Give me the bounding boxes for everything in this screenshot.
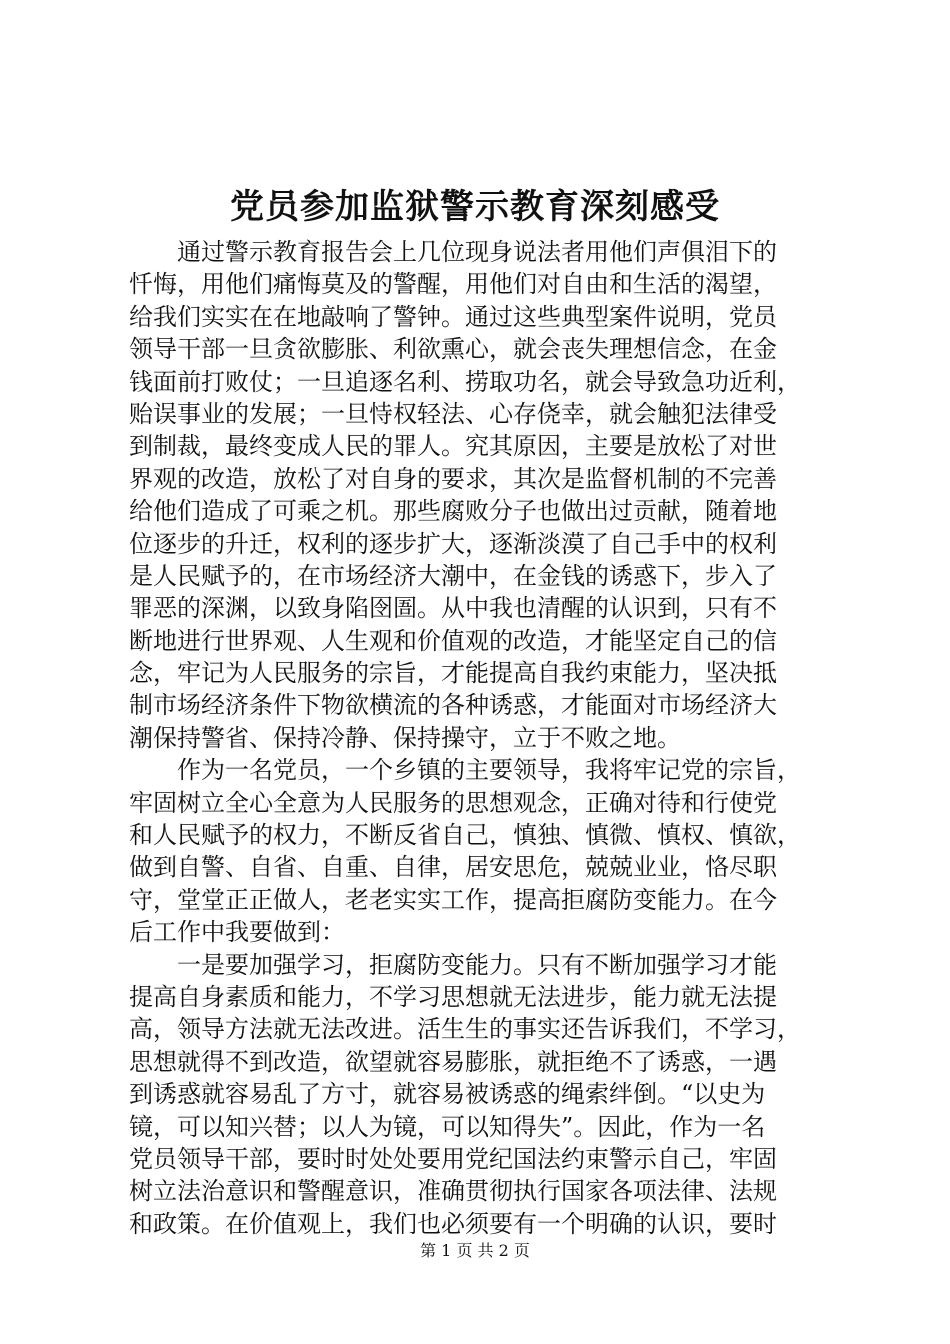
body-line: 罪恶的深渊，以致身陷囹圄。从中我也清醒的认识到，只有不 xyxy=(129,594,777,623)
body-line: 忏悔，用他们痛悔莫及的警醒，用他们对自由和生活的渴望， xyxy=(129,270,777,299)
body-line: 高，领导方法就无法改进。活生生的事实还告诉我们，不学习， xyxy=(129,1015,801,1044)
body-line: 一是要加强学习，拒腐防变能力。只有不断加强学习才能 xyxy=(129,950,777,979)
body-line: 后工作中我要做到： xyxy=(129,918,345,947)
body-line: 念，牢记为人民服务的宗旨，才能提高自我约束能力，坚决抵 xyxy=(129,659,777,688)
body-line: 党员领导干部，要时时处处要用党纪国法约束警示自己，牢固 xyxy=(129,1144,777,1173)
body-line: 到制裁，最终变成人民的罪人。究其原因，主要是放松了对世 xyxy=(129,432,777,461)
body-line: 到诱惑就容易乱了方寸，就容易被诱惑的绳索绊倒。“以史为 xyxy=(129,1080,766,1109)
body-line: 给他们造成了可乘之机。那些腐败分子也做出过贡献，随着地 xyxy=(129,497,777,526)
body-line: 镜，可以知兴替；以人为镜，可以知得失”。因此，作为一名 xyxy=(129,1112,766,1141)
body-line: 位逐步的升迁，权利的逐步扩大，逐渐淡漠了自己手中的权利 xyxy=(129,529,777,558)
body-line: 界观的改造，放松了对自身的要求，其次是监督机制的不完善 xyxy=(129,464,777,493)
body-line: 牢固树立全心全意为人民服务的思想观念，正确对待和行使党 xyxy=(129,788,777,817)
body-line: 是人民赋予的，在市场经济大潮中，在金钱的诱惑下，步入了 xyxy=(129,561,777,590)
body-line: 通过警示教育报告会上几位现身说法者用他们声俱泪下的 xyxy=(129,238,777,266)
body-line: 贻误事业的发展；一旦恃权轻法、心存侥幸，就会触犯法律受 xyxy=(129,399,777,428)
body-line: 提高自身素质和能力，不学习思想就无法进步，能力就无法提 xyxy=(129,982,777,1011)
document-body xyxy=(129,236,829,1240)
body-line: 思想就得不到改造，欲望就容易膨胀，就拒绝不了诱惑，一遇 xyxy=(129,1047,777,1076)
body-line: 给我们实实在在地敲响了警钟。通过这些典型案件说明，党员 xyxy=(129,302,777,331)
page-number: 第 1 页 共 2 页 xyxy=(420,1241,530,1260)
body-line: 断地进行世界观、人生观和价值观的改造，才能坚定自己的信 xyxy=(129,626,777,655)
body-line: 做到自警、自省、自重、自律，居安思危，兢兢业业，恪尽职 xyxy=(129,853,777,882)
body-line: 制市场经济条件下物欲横流的各种诱惑，才能面对市场经济大 xyxy=(129,691,777,720)
body-line: 领导干部一旦贪欲膨胀、利欲熏心，就会丧失理想信念，在金 xyxy=(129,335,777,364)
body-line: 钱面前打败仗；一旦追逐名利、捞取功名，就会导致急功近利， xyxy=(129,367,801,396)
body-line: 作为一名党员，一个乡镇的主要领导，我将牢记党的宗旨， xyxy=(129,756,801,785)
document-title: 党员参加监狱警示教育深刻感受 xyxy=(230,187,720,227)
body-line: 潮保持警省、保持冷静、保持操守，立于不败之地。 xyxy=(129,723,681,752)
body-line: 树立法治意识和警醒意识，准确贯彻执行国家各项法律、法规 xyxy=(129,1177,777,1206)
body-line: 守，堂堂正正做人，老老实实工作，提高拒腐防变能力。在今 xyxy=(129,885,777,914)
body-line: 和政策。在价值观上，我们也必须要有一个明确的认识，要时 xyxy=(129,1209,777,1238)
body-line: 和人民赋予的权力，不断反省自己，慎独、慎微、慎权、慎欲， xyxy=(129,821,801,850)
